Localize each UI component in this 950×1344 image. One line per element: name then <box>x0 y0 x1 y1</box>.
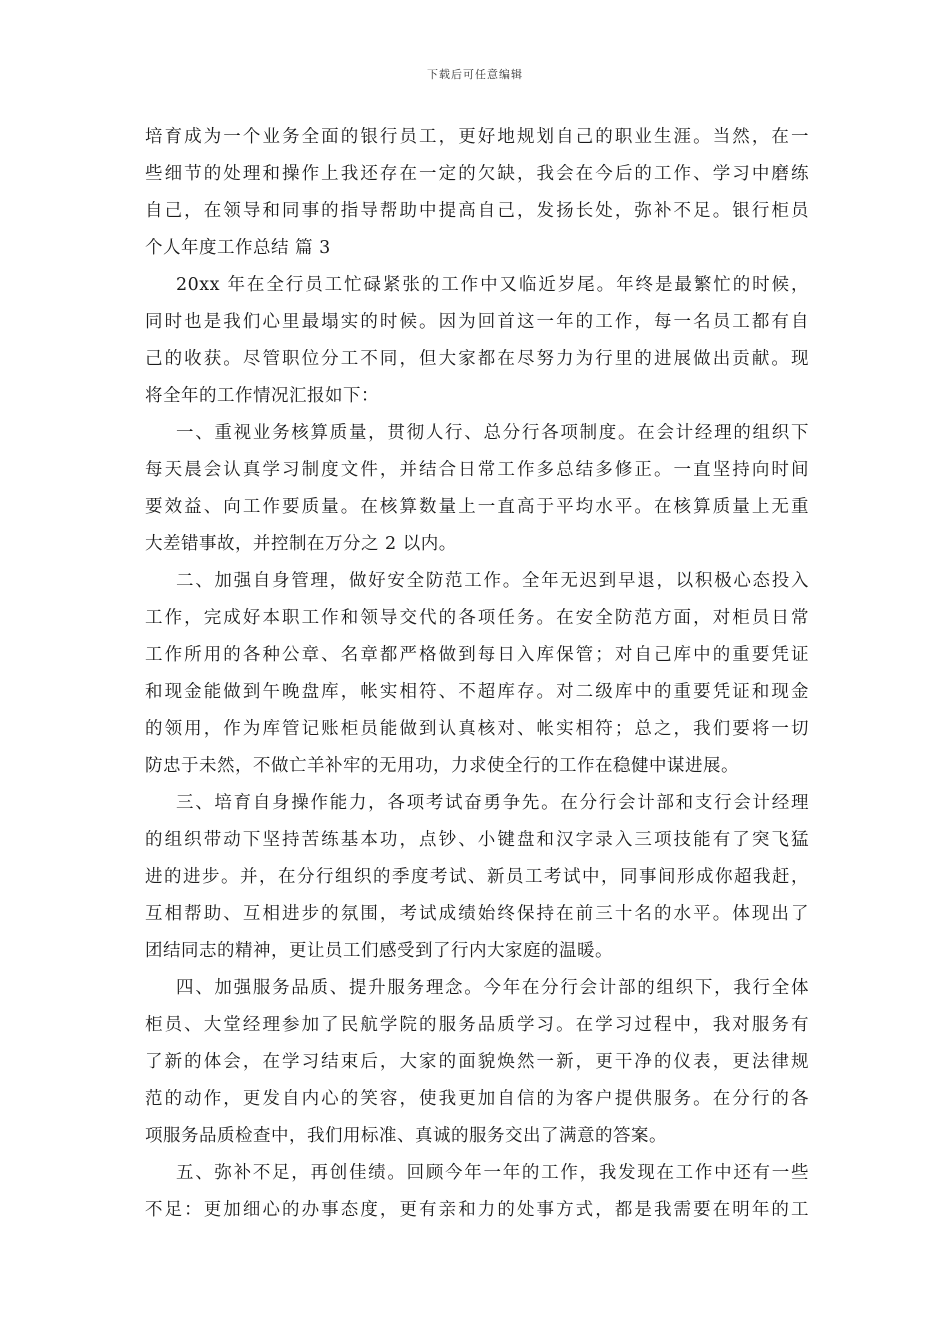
text-line: 的领用，作为库管记账柜员能做到认真核对、帐实相符；总之，我们要将一切 <box>145 719 809 739</box>
text-line: 四、加强服务品质、提升服务理念。今年在分行会计部的组织下，我行全体 <box>176 978 809 998</box>
text-line: 工作，完成好本职工作和领导交代的各项任务。在安全防范方面，对柜员日常 <box>145 608 809 628</box>
page-header: 下载后可任意编辑 <box>427 68 523 81</box>
text-line: 20xx 年在全行员工忙碌紧张的工作中又临近岁尾。年终是最繁忙的时候， <box>176 275 809 295</box>
text-line: 范的动作，更发自内心的笑容，使我更加自信的为客户提供服务。在分行的各 <box>145 1089 809 1109</box>
text-line: 每天晨会认真学习制度文件，并结合日常工作多总结多修正。一直坚持向时间 <box>145 460 809 480</box>
text-line: 五、弥补不足，再创佳绩。回顾今年一年的工作，我发现在工作中还有一些 <box>176 1163 809 1183</box>
text-line: 将全年的工作情况汇报如下： <box>145 386 379 406</box>
text-line: 和现金能做到午晚盘库，帐实相符、不超库存。对二级库中的重要凭证和现金 <box>145 682 809 702</box>
section-heading: 个人年度工作总结 篇 3 <box>145 238 331 258</box>
text-line: 同时也是我们心里最塌实的时候。因为回首这一年的工作，每一名员工都有自 <box>145 312 809 332</box>
text-line: 培育成为一个业务全面的银行员工，更好地规划自己的职业生涯。当然，在一 <box>145 127 809 147</box>
text-line: 防忠于未然，不做亡羊补牢的无用功，力求使全行的工作在稳健中谋进展。 <box>145 756 739 776</box>
text-line: 要效益、向工作要质量。在核算数量上一直高于平均水平。在核算质量上无重 <box>145 497 809 517</box>
text-line: 互相帮助、互相进步的氛围，考试成绩始终保持在前三十名的水平。体现出了 <box>145 904 809 924</box>
text-line: 己的收获。尽管职位分工不同，但大家都在尽努力为行里的进展做出贡献。现 <box>145 349 809 369</box>
document-body <box>145 119 809 1229</box>
text-line: 些细节的处理和操作上我还存在一定的欠缺，我会在今后的工作、学习中磨练 <box>145 164 809 184</box>
text-line: 了新的体会，在学习结束后，大家的面貌焕然一新，更干净的仪表，更法律规 <box>145 1052 809 1072</box>
text-line: 二、加强自身管理，做好安全防范工作。全年无迟到早退，以积极心态投入 <box>176 571 809 591</box>
text-line: 团结同志的精神，更让员工们感受到了行内大家庭的温暖。 <box>145 941 613 961</box>
text-line: 不足：更加细心的办事态度，更有亲和力的处事方式，都是我需要在明年的工 <box>145 1200 809 1220</box>
text-line: 一、重视业务核算质量，贯彻人行、总分行各项制度。在会计经理的组织下 <box>176 423 809 443</box>
text-line: 进的进步。并，在分行组织的季度考试、新员工考试中，同事间形成你超我赶， <box>145 867 809 887</box>
text-line: 自己，在领导和同事的指导帮助中提高自己，发扬长处，弥补不足。银行柜员 <box>145 201 809 221</box>
text-line: 工作所用的各种公章、名章都严格做到每日入库保管；对自己库中的重要凭证 <box>145 645 809 665</box>
text-line: 项服务品质检查中，我们用标准、真诚的服务交出了满意的答案。 <box>145 1126 667 1146</box>
text-line: 的组织带动下坚持苦练基本功，点钞、小键盘和汉字录入三项技能有了突飞猛 <box>145 830 809 850</box>
text-line: 大差错事故，并控制在万分之 2 以内。 <box>145 534 457 554</box>
text-line: 三、培育自身操作能力，各项考试奋勇争先。在分行会计部和支行会计经理 <box>176 793 809 813</box>
text-line: 柜员、大堂经理参加了民航学院的服务品质学习。在学习过程中，我对服务有 <box>145 1015 809 1035</box>
